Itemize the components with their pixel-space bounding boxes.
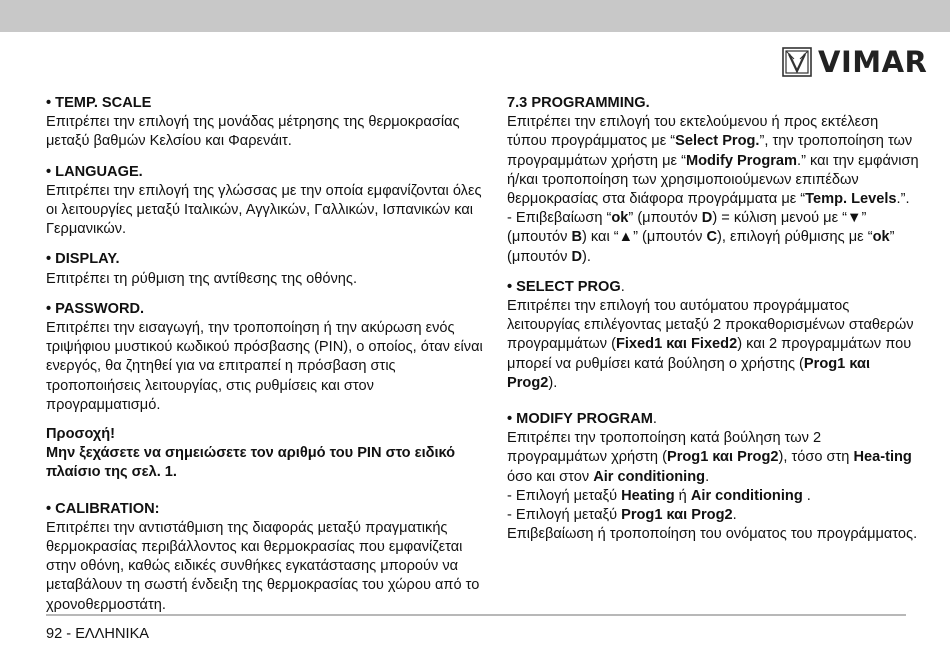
language-heading: • LANGUAGE. [46, 163, 143, 180]
modify-select-heating-text: - Επιλογή μεταξύ Heating ή Air conditioning . [507, 487, 811, 504]
password-text: Επιτρέπει την εισαγωγή, την τροποποίηση ή την ακύρωση ενός τριψήφιου μυστικού κωδικού πρόσβασης (PIN), ο οποίος, όταν είναι ενεργός, θα ζητηθεί για να επιτραπεί η πρόσβαση στις τροποποιήσεις λειτουργίας, στις ρυθμίσεις και στον προγραμματισμό. [46, 320, 483, 413]
calibration-heading: • CALIBRATION: [46, 500, 160, 517]
calibration-text: Επιτρέπει την αντιστάθμιση της διαφοράς μεταξύ πραγματικής θερμοκρασίας περιβάλλοντος και θερμοκρασίας που εμφανίζεται στην οθόνη, καθώς ειδικές συνθήκες εγκατάστασης μπορούν να μεταβάλουν τη σωστή ένδειξη της θερμοκρασίας του χώρου από το χρονοθερμοστάτη. [46, 519, 480, 613]
display-heading: • DISPLAY. [46, 251, 120, 268]
modify-program-heading: • MODIFY PROGRAM. [507, 411, 657, 428]
display-text: Επιτρέπει τη ρύθμιση της αντίθεσης της οθόνης. [46, 270, 358, 287]
rename-program-text: Επιβεβαίωση ή τροποποίηση του ονόματος του προγράμματος. [507, 526, 918, 543]
top-bar [0, 0, 950, 32]
right-column [507, 94, 919, 544]
password-heading: • PASSWORD. [46, 300, 145, 317]
programming-text: Επιτρέπει την επιλογή του εκτελούμενου ή προς εκτέλεση τύπου προγράμματος με “Select Prog.”, την τροποποίηση των προγραμμάτων χρήστη με “Modify Program.” και την εμφάνιση ή/και τροποποίηση των χρησιμοποιούμενων επιπέδων θερμοκρασίας στα διάφορα προγράμματα με “Temp. Levels.”. [507, 114, 919, 208]
modify-program-text: Επιτρέπει την τροποποίηση κατά βούληση των 2 προγραμμάτων χρήστη (Prog1 και Prog2), τόσο στη Hea-ting όσο και στον Air conditioning. [507, 430, 912, 485]
brand-name: VIMAR [818, 45, 928, 79]
temp-scale-text: Επιτρέπει την επιλογή της μονάδας μέτρησης της θερμοκρασίας μεταξύ βαθμών Κελσίου και Φαρενάιτ. [46, 114, 460, 150]
vimar-logo [782, 44, 927, 80]
modify-select-prog-text: - Επιλογή μεταξύ Prog1 και Prog2. [507, 507, 737, 524]
language-text: Επιτρέπει την επιλογή της γλώσσας με την οποία εμφανίζονται όλες οι λειτουργίες μεταξύ Ιταλικών, Αγγλικών, Γαλλικών, Ισπανικών και Γερμανικών. [46, 182, 482, 238]
warning-heading: Προσοχή! [46, 426, 116, 443]
vimar-logo-icon [782, 47, 812, 77]
programming-confirm-text: - Επιβεβαίωση “ok” (μπουτόν D) = κύλιση μενού με “▼” (μπουτόν B) και “▲” (μπουτόν C), επιλογή ρύθμισης με “ok” (μπουτόν D). [507, 210, 895, 265]
left-column [46, 94, 486, 615]
footer-divider [46, 614, 906, 616]
programming-heading: 7.3 PROGRAMMING. [507, 95, 650, 111]
select-prog-heading: • SELECT PROG. [507, 278, 625, 295]
page-number: 92 - ΕΛΛΗΝΙΚΑ [46, 626, 150, 642]
temp-scale-heading: • TEMP. SCALE [46, 95, 152, 111]
select-prog-text: Επιτρέπει την επιλογή του αυτόματου προγράμματος λειτουργίας επιλέγοντας μεταξύ 2 προκαθορισμένων σταθερών προγραμμάτων (Fixed1 και Fixed2) και 2 προγραμμάτων που μπορεί να ρυθμίσει κατά βούληση ο χρήστης (Prog1 και Prog2). [507, 298, 914, 391]
warning-text: Μην ξεχάσετε να σημειώσετε τον αριθμό του PIN στο ειδικό πλαίσιο της σελ. 1. [46, 445, 456, 481]
